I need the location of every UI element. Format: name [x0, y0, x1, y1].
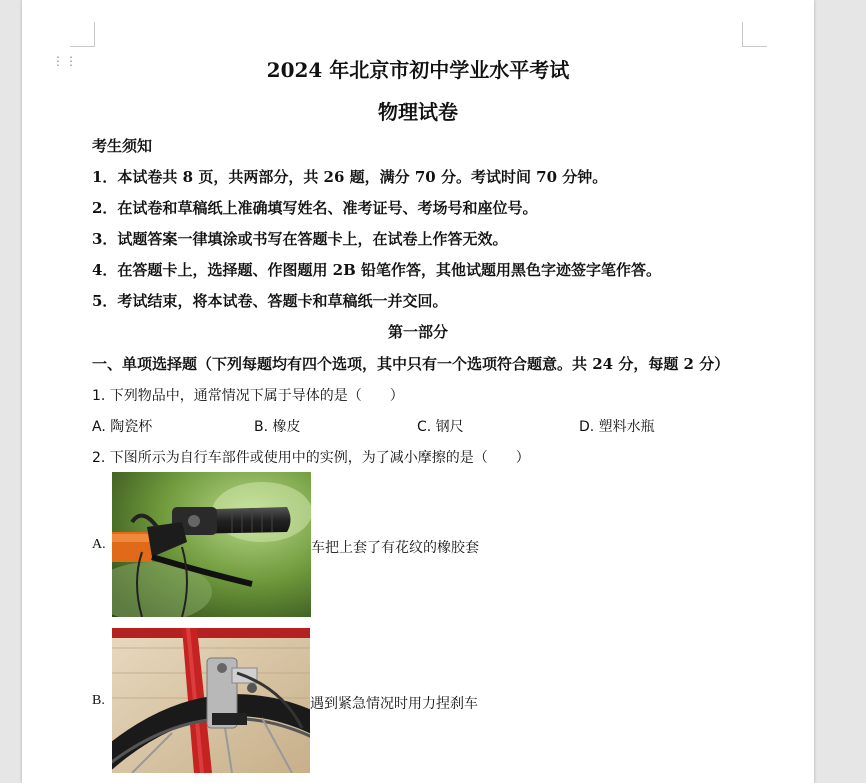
notice-item: 3．试题答案一律填涂或书写在答题卡上，在试卷上作答无效。 [92, 230, 508, 248]
question-1-text: 1. 下列物品中，通常情况下属于导体的是（ ） [92, 388, 404, 404]
notice-item: 2．在试卷和草稿纸上准确填写姓名、准考证号、考场号和座位号。 [92, 199, 538, 217]
q1-option-c: C. 钢尺 [417, 419, 464, 435]
q1-option-b: B. 橡皮 [254, 419, 301, 435]
q1-option-d: D. 塑料水瓶 [579, 419, 655, 435]
notice-item: 4．在答题卡上，选择题、作图题用 2B 铅笔作答，其他试题用黑色字迹签字笔作答。 [92, 261, 662, 279]
exam-subtitle: 物理试卷 [378, 100, 458, 124]
bicycle-handlebar-photo [112, 472, 311, 617]
exam-title: 2024 年北京市初中学业水平考试 [266, 58, 570, 82]
bicycle-brake-photo [112, 628, 310, 773]
crop-mark-top-right [742, 22, 767, 47]
q2-option-b-label: B. [92, 693, 105, 708]
drag-handle-icon[interactable]: ⋮⋮ [52, 54, 78, 68]
part-heading: 第一部分 [387, 323, 448, 341]
q2-option-a-label: A. [92, 537, 106, 552]
crop-mark-top-left [70, 22, 95, 47]
notice-item: 1．本试卷共 8 页，共两部分，共 26 题，满分 70 分。考试时间 70 分钟。 [92, 168, 608, 186]
q2-option-b-caption: 遇到紧急情况时用力捏刹车 [310, 696, 478, 712]
question-2-text: 2. 下图所示为自行车部件或使用中的实例，为了减小摩擦的是（ ） [92, 450, 530, 466]
document-page [22, 0, 814, 783]
q1-option-a: A. 陶瓷杯 [92, 419, 153, 435]
section-heading: 一、单项选择题（下列每题均有四个选项，其中只有一个选项符合题意。共 24 分，每题 2 分） [92, 355, 730, 373]
notice-heading: 考生须知 [92, 137, 153, 155]
notice-item: 5．考试结束，将本试卷、答题卡和草稿纸一并交回。 [92, 292, 448, 310]
q2-option-a-caption: 车把上套了有花纹的橡胶套 [311, 540, 479, 556]
